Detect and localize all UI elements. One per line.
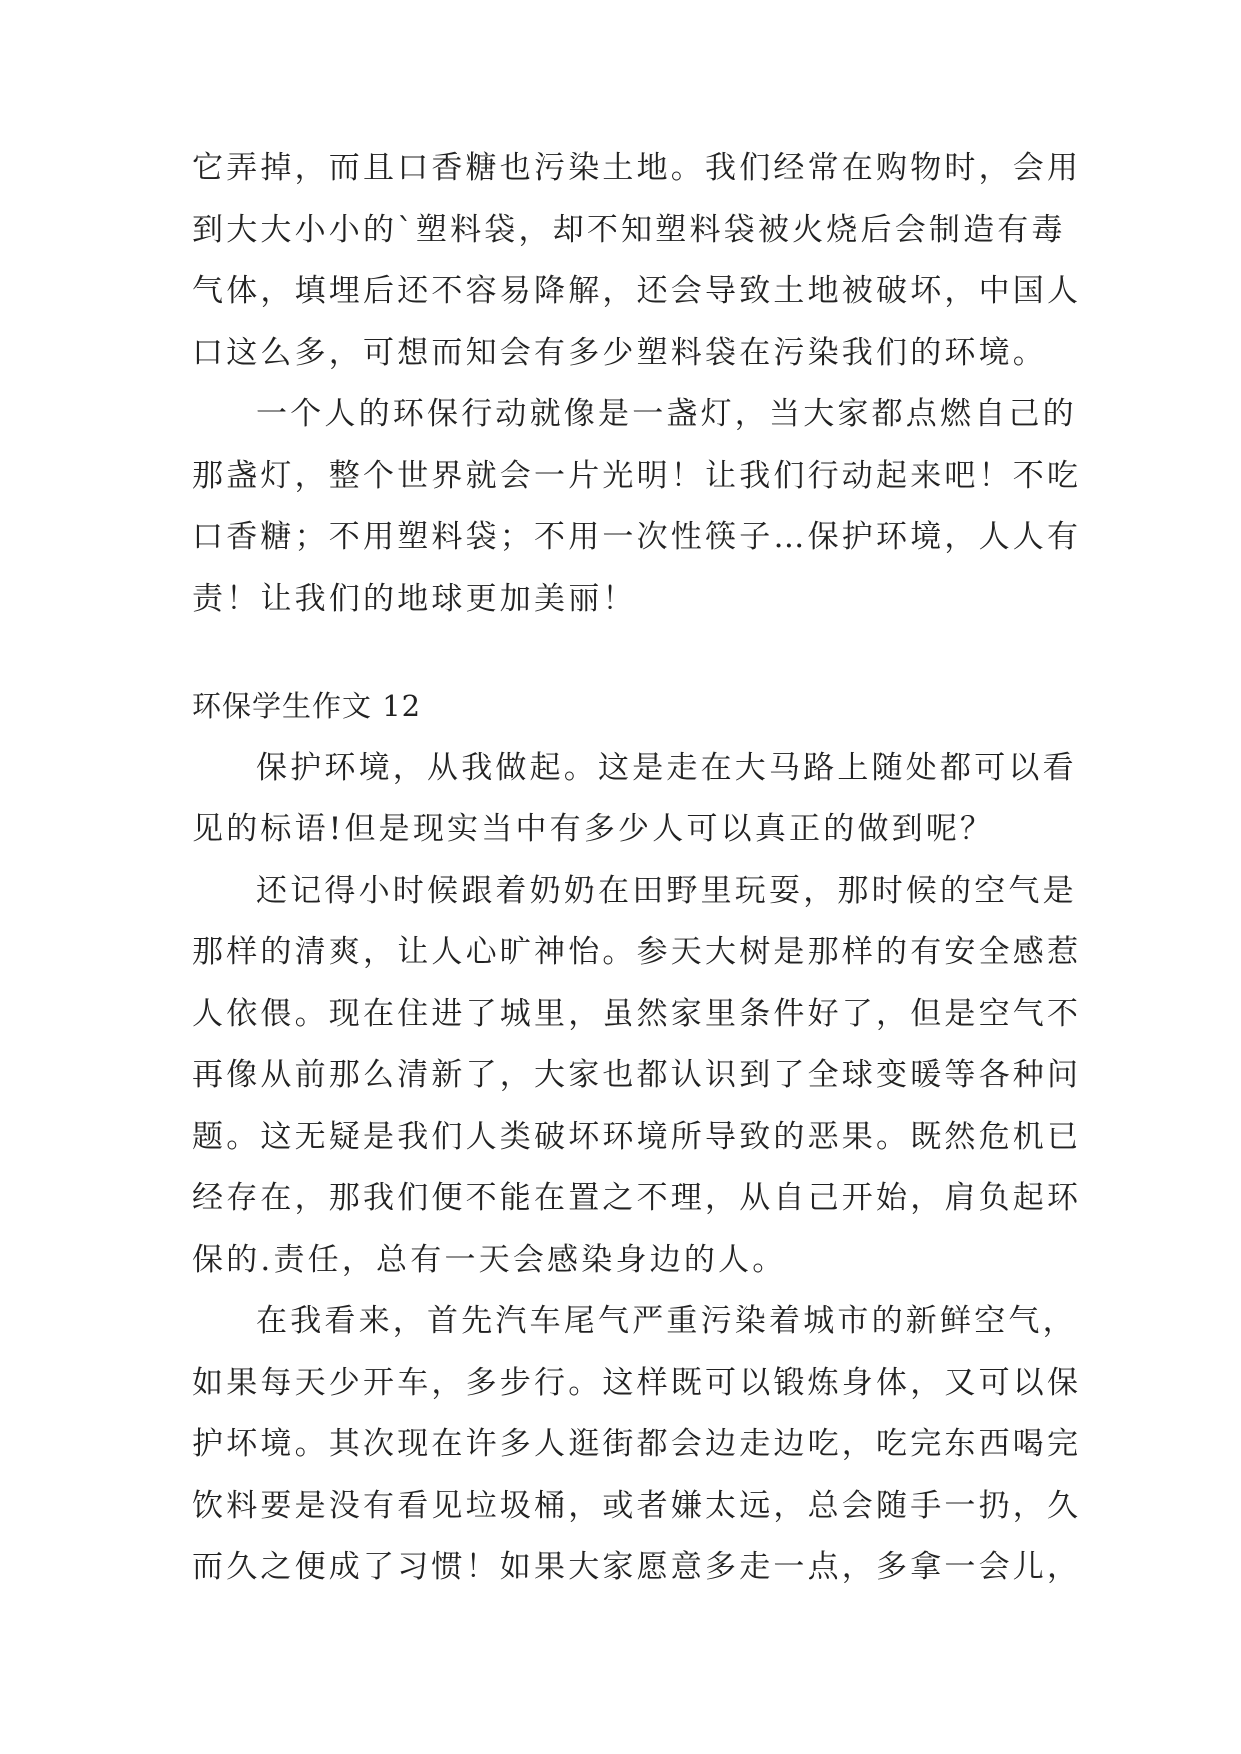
paragraph-line: 那盏灯，整个世界就会一片光明！让我们行动起来吧！不吃 [192,458,1082,494]
paragraph-line: 口这么多，可想而知会有多少塑料袋在污染我们的环境。 [192,335,1047,371]
paragraph-line: 护坏境。其次现在许多人逛街都会边走边吃，吃完东西喝完 [192,1426,1082,1462]
paragraph-line: 它弄掉，而且口香糖也污染土地。我们经常在购物时，会用 [192,150,1082,186]
paragraph-line: 气体，填埋后还不容易降解，还会导致土地被破坏，中国人 [192,273,1082,309]
paragraph-line: 一个人的环保行动就像是一盏灯，当大家都点燃自己的 [256,396,1077,432]
paragraph-line: 而久之便成了习惯！如果大家愿意多走一点，多拿一会儿， [192,1549,1082,1585]
paragraph-line: 那样的清爽，让人心旷神怡。参天大树是那样的有安全感惹 [192,934,1082,970]
paragraph-line: 还记得小时候跟着奶奶在田野里玩耍，那时候的空气是 [256,873,1077,909]
section-title: 环保学生作文 12 [192,689,422,723]
paragraph-line: 保护环境，从我做起。这是走在大马路上随处都可以看 [256,750,1077,786]
paragraph-line: 责！让我们的地球更加美丽！ [192,581,637,617]
paragraph-line: 经存在，那我们便不能在置之不理，从自己开始，肩负起环 [192,1180,1082,1216]
paragraph-line: 见的标语!但是现实当中有多少人可以真正的做到呢？ [192,811,995,847]
paragraph-line: 如果每天少开车，多步行。这样既可以锻炼身体，又可以保 [192,1365,1082,1401]
paragraph-line: 保的.责任，总有一天会感染身边的人。 [192,1242,787,1278]
paragraph-line: 饮料要是没有看见垃圾桶，或者嫌太远，总会随手一扔，久 [192,1488,1082,1524]
paragraph-line: 人依偎。现在住进了城里，虽然家里条件好了，但是空气不 [192,996,1082,1032]
paragraph-line: 到大大小小的`塑料袋，却不知塑料袋被火烧后会制造有毒 [192,212,1066,248]
paragraph-line: 在我看来，首先汽车尾气严重污染着城市的新鲜空气， [256,1303,1077,1339]
paragraph-line: 题。这无疑是我们人类破坏环境所导致的恶果。既然危机已 [192,1119,1082,1155]
paragraph-line: 再像从前那么清新了，大家也都认识到了全球变暖等各种问 [192,1057,1082,1093]
paragraph-line: 口香糖；不用塑料袋；不用一次性筷子…保护环境，人人有 [192,519,1082,555]
